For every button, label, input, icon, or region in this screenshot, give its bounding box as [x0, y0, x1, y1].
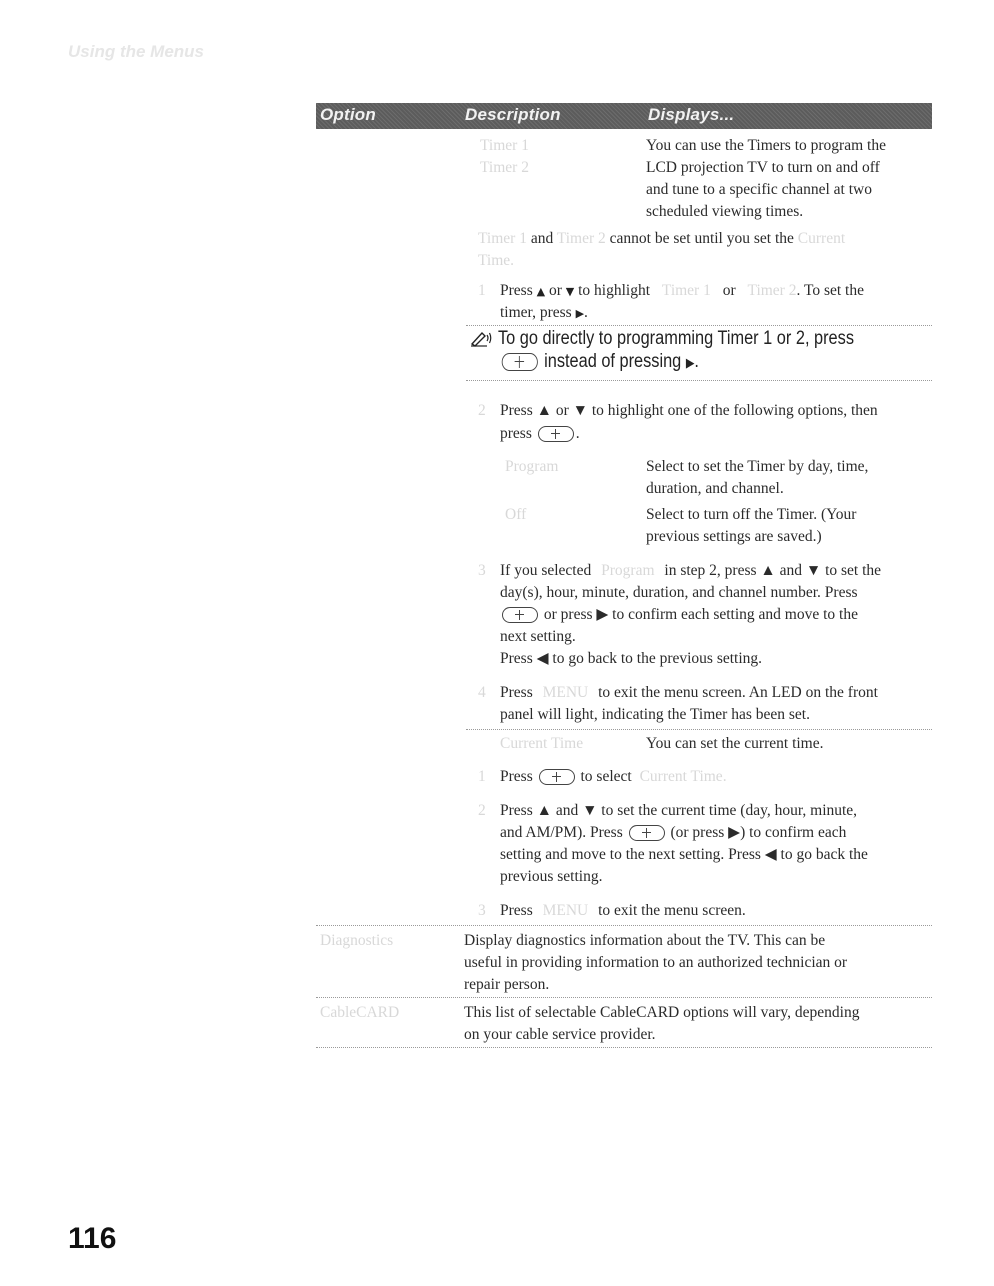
current-ref: Current — [797, 230, 846, 247]
note-pencil-icon — [470, 329, 492, 350]
ct-step-2-line-4: previous setting. — [500, 868, 603, 885]
step-2-line-2 — [500, 423, 580, 446]
timer-description-line-3: and tune to a specific channel at two — [646, 181, 872, 198]
ct-step-1-line — [500, 766, 727, 789]
step-1-line-1 — [500, 280, 864, 304]
option-off-desc-2: previous settings are saved.) — [646, 528, 822, 545]
step-3-line-3 — [500, 604, 858, 627]
select-button-icon — [502, 607, 538, 623]
ct-step-1-dot: . — [722, 768, 727, 785]
step-4-exit: to exit the menu screen. An LED on the front — [598, 684, 878, 701]
step-4-number: 4 — [478, 684, 486, 701]
timer2-ref: Timer 2 — [556, 230, 606, 247]
step-1-timer-press: timer, press — [500, 304, 572, 321]
timer1-label: Timer 1 — [480, 137, 529, 154]
ct-step-2-ampm: and AM/PM). Press — [500, 824, 623, 841]
ct-step-3-exit: to exit the menu screen. — [598, 902, 746, 919]
step-1-highlight: to highlight — [578, 282, 651, 299]
diagnostics-rule — [316, 925, 932, 926]
ct-step-1-number: 1 — [478, 768, 486, 785]
step-4-line-2: panel will light, indicating the Timer has been set. — [500, 706, 810, 723]
step-3-line-5: Press ◀ to go back to the previous setting. — [500, 650, 763, 667]
timer-description-line-2: LCD projection TV to turn on and off — [646, 159, 880, 176]
select-button-icon — [502, 353, 538, 371]
cablecard-line-1: This list of selectable CableCARD options will vary, depending — [464, 1004, 860, 1021]
diagnostics-label: Diagnostics — [320, 932, 394, 949]
ct-step-3-number: 3 — [478, 902, 486, 919]
ct-step-2-confirm: (or press ▶) to confirm each — [670, 824, 847, 841]
ct-step-2-line-1: Press ▲ and ▼ to set the current time (day, hour, minute, — [500, 802, 858, 819]
timer-note-line-1 — [478, 228, 845, 251]
select-button-icon — [538, 426, 574, 442]
step-3-line-2: day(s), hour, minute, duration, and channel number. Press — [500, 584, 858, 601]
tip-line-1: To go directly to programming Timer 1 or 2, press — [498, 328, 854, 349]
step-2-press: press — [500, 425, 532, 442]
option-program-desc-2: duration, and channel. — [646, 480, 784, 497]
current-time-rule — [466, 729, 932, 730]
step-2-dot: . — [575, 425, 580, 442]
diagnostics-line-3: repair person. — [464, 976, 550, 993]
cablecard-line-2: on your cable service provider. — [464, 1026, 656, 1043]
tip-period: . — [694, 351, 699, 372]
step-1-period: . — [584, 304, 588, 321]
ct-step-3-menu-ref: MENU — [542, 902, 589, 919]
down-arrow-icon: ▼ — [565, 285, 575, 298]
cablecard-rule — [316, 997, 932, 998]
step-3-confirm: or press ▶ to confirm each setting and move to the — [543, 606, 858, 623]
table-bottom-rule — [316, 1047, 932, 1048]
ct-step-1-current-time-ref: Current Time — [639, 768, 723, 785]
ct-step-3-line — [500, 900, 746, 923]
right-arrow-icon: ▶ — [685, 356, 695, 371]
running-header: Using the Menus — [68, 42, 205, 61]
step-1-timer2-ref: Timer 2 — [747, 282, 797, 299]
timer-note-cannot: cannot be set until you set the — [609, 230, 794, 247]
step-2-line-1: Press ▲ or ▼ to highlight one of the following options, then — [500, 402, 878, 419]
step-1-to-set: . To set the — [796, 282, 864, 299]
step-3-line-4: next setting. — [500, 628, 576, 645]
option-program-desc-1: Select to set the Timer by day, time, — [646, 458, 869, 475]
ct-step-3-press: Press — [500, 902, 533, 919]
up-arrow-icon: ▲ — [536, 285, 546, 298]
tip-line-2 — [500, 350, 699, 376]
table-header-bar — [316, 103, 932, 129]
step-1-timer1-ref: Timer 1 — [661, 282, 711, 299]
current-time-desc: You can set the current time. — [646, 735, 824, 752]
column-header-option: Option — [320, 105, 376, 124]
ct-step-2-line-2 — [500, 822, 846, 845]
step-2-number: 2 — [478, 402, 486, 419]
step-3-program-ref: Program — [601, 562, 655, 579]
option-off-desc-1: Select to turn off the Timer. (Your — [646, 506, 857, 523]
timer1-ref: Timer 1 — [478, 230, 527, 247]
cablecard-label: CableCARD — [320, 1004, 400, 1021]
tip-bottom-rule — [466, 380, 932, 381]
step-1-or: or — [548, 282, 562, 299]
tip-instead: instead of pressing — [544, 351, 682, 372]
column-header-displays: Displays... — [648, 105, 735, 124]
timer-description-line-1: You can use the Timers to program the — [646, 137, 886, 154]
step-4-press: Press — [500, 684, 533, 701]
page-number: 116 — [68, 1222, 117, 1255]
ct-step-1-select: to select — [580, 768, 632, 785]
step-4-menu-ref: MENU — [542, 684, 589, 701]
diagnostics-line-1: Display diagnostics information about the TV. This can be — [464, 932, 826, 949]
current-time-label: Current Time — [500, 735, 584, 752]
step-3-number: 3 — [478, 562, 486, 579]
column-header-description: Description — [465, 105, 561, 124]
select-button-icon — [539, 769, 575, 785]
select-button-icon — [629, 825, 665, 841]
ct-step-2-number: 2 — [478, 802, 486, 819]
step-1-line-2 — [500, 302, 588, 326]
step-1-number: 1 — [478, 282, 486, 299]
option-program-label: Program — [505, 458, 559, 475]
step-4-line-1 — [500, 682, 878, 705]
right-arrow-icon: ▶ — [575, 307, 585, 320]
ct-step-1-press: Press — [500, 768, 533, 785]
ct-step-2-line-3: setting and move to the next setting. Press ◀ to go back the — [500, 846, 868, 863]
option-off-label: Off — [505, 506, 527, 523]
step-1-press: Press — [500, 282, 533, 299]
diagnostics-line-2: useful in providing information to an authorized technician or — [464, 954, 848, 971]
step-3-in-step: in step 2, press ▲ and ▼ to set the — [664, 562, 882, 579]
timer-note-and: and — [530, 230, 554, 247]
step-1-or-2: or — [722, 282, 736, 299]
timer-note-line-2: Time. — [478, 252, 515, 269]
timer2-label: Timer 2 — [480, 159, 529, 176]
step-3-line-1 — [500, 560, 881, 583]
tip-top-rule — [466, 325, 932, 326]
timer-description-line-4: scheduled viewing times. — [646, 203, 804, 220]
step-3-if: If you selected — [500, 562, 592, 579]
